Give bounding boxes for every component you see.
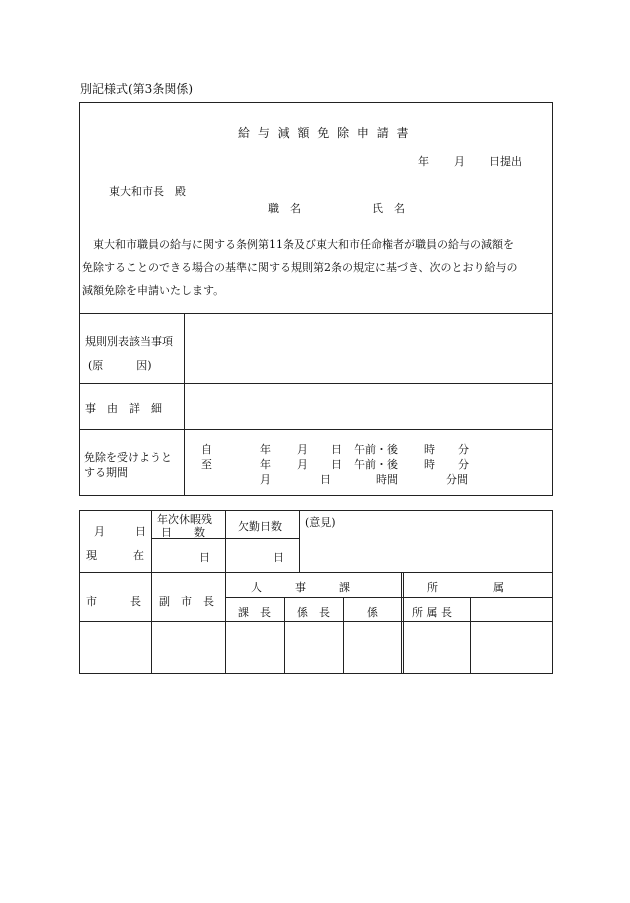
from-day: 日 — [331, 443, 342, 456]
total-day: 日 — [320, 473, 331, 486]
total-hours: 時間 — [376, 473, 398, 486]
body-line-3: 減額免除を申請いたします。 — [82, 284, 225, 297]
absence-days-label: 欠勤日数 — [238, 520, 282, 533]
date-month-label: 月 — [94, 525, 105, 538]
divider — [184, 313, 185, 496]
job-title-label: 職 名 — [268, 202, 301, 215]
to-month: 月 — [297, 458, 308, 471]
personnel-dept-label: 人 事 課 — [251, 581, 350, 594]
mayor-label: 市 長 — [86, 595, 141, 608]
divider — [225, 510, 226, 674]
vice-mayor-label: 副 市 長 — [159, 595, 214, 608]
rule-item-label: 規則別表該当事項 — [85, 335, 173, 348]
affiliation-label: 所 属 — [427, 581, 504, 594]
section-chief-label: 課 長 — [238, 606, 271, 619]
affiliation-head-label: 所 属 長 — [412, 606, 452, 619]
annual-leave-label-1: 年次休暇残 — [157, 513, 212, 526]
current-label-2: 在 — [133, 549, 144, 562]
application-form — [79, 102, 553, 496]
divider — [79, 429, 553, 430]
absence-unit: 日 — [273, 551, 284, 564]
period-label-1: 免除を受けようと — [84, 451, 172, 464]
from-minute: 分 — [458, 443, 469, 456]
addressee: 東大和市長 殿 — [109, 185, 186, 198]
divider — [343, 597, 344, 674]
divider — [284, 597, 285, 674]
to-ampm: 午前・後 — [354, 458, 398, 471]
divider — [151, 510, 152, 674]
from-month: 月 — [297, 443, 308, 456]
total-minutes: 分間 — [446, 473, 468, 486]
divider — [79, 313, 553, 314]
from-ampm: 午前・後 — [354, 443, 398, 456]
body-line-2: 免除することのできる場合の基準に関する規則第2条の規定に基づき、次のとおり給与の — [82, 261, 518, 274]
current-label-1: 現 — [86, 549, 97, 562]
annual-leave-label-2: 日 数 — [161, 526, 205, 539]
date-month: 月 — [454, 155, 465, 168]
cause-label: (原 因) — [88, 359, 152, 372]
to-year: 年 — [260, 458, 271, 471]
body-line-1: 東大和市職員の給与に関する条例第11条及び東大和市任命権者が職員の給与の減額を — [93, 238, 514, 251]
date-day-submit: 日提出 — [489, 155, 522, 168]
subsection-chief-label: 係 長 — [297, 606, 330, 619]
details-label: 事 由 詳 細 — [85, 402, 162, 415]
name-label: 氏 名 — [372, 202, 405, 215]
from-hour: 時 — [424, 443, 435, 456]
divider — [299, 510, 300, 572]
from-label: 自 — [201, 443, 212, 456]
form-title: 給 与 減 額 免 除 申 請 書 — [238, 126, 411, 140]
annual-leave-unit: 日 — [199, 551, 210, 564]
to-day: 日 — [331, 458, 342, 471]
to-label: 至 — [201, 458, 212, 471]
to-hour: 時 — [424, 458, 435, 471]
to-minute: 分 — [458, 458, 469, 471]
total-month: 月 — [260, 473, 271, 486]
divider — [403, 572, 404, 674]
divider — [79, 383, 553, 384]
divider — [225, 597, 553, 598]
from-year: 年 — [260, 443, 271, 456]
form-label: 別記様式(第3条関係) — [80, 82, 193, 96]
date-day-label: 日 — [135, 525, 146, 538]
divider — [401, 572, 402, 674]
date-year: 年 — [418, 155, 429, 168]
divider — [470, 597, 471, 674]
staff-label: 係 — [367, 606, 378, 619]
opinion-label: (意見) — [305, 516, 336, 529]
period-label-2: する期間 — [84, 466, 128, 479]
